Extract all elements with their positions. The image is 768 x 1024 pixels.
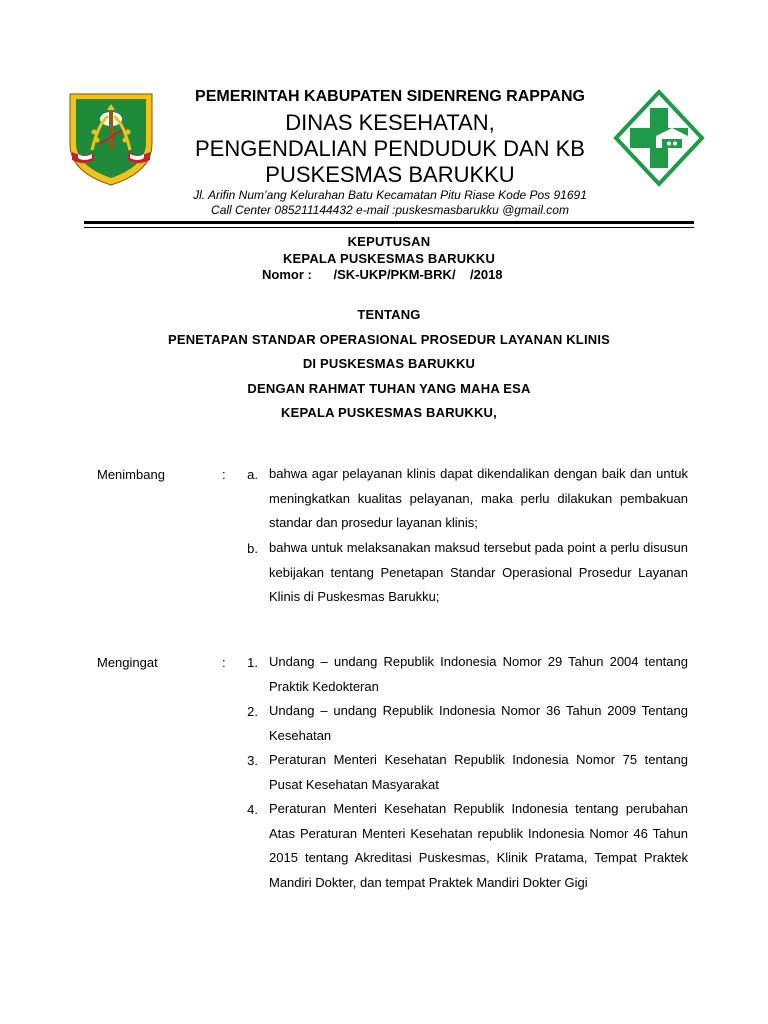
government-heading: PEMERINTAH KABUPATEN SIDENRENG RAPPANG (195, 88, 585, 105)
letterhead-divider-thick (84, 221, 694, 224)
mengingat-marker: 4. (247, 802, 258, 817)
issuer-line: KEPALA PUSKESMAS BARUKKU, (281, 405, 497, 420)
menimbang-colon: : (222, 467, 226, 482)
agency-name-line1: DINAS KESEHATAN, (285, 110, 495, 135)
decree-issuer: KEPALA PUSKESMAS BARUKKU (282, 251, 496, 266)
mengingat-label: Mengingat (97, 655, 158, 670)
contact-line: Call Center 085211144432 e-mail :puskesmasbarukku @gmail.com (211, 203, 569, 217)
menimbang-marker: b. (247, 541, 258, 556)
mengingat-item: Peraturan Menteri Kesehatan Republik Indonesia Nomor 75 tentang Pusat Kesehatan Masyarakat (269, 752, 688, 792)
decree-number: Nomor : /SK-UKP/PKM-BRK/ /2018 (262, 267, 503, 282)
decree-subject-location: DI PUSKESMAS BARUKKU (302, 356, 476, 371)
address-line: Jl. Arifin Num’ang Kelurahan Batu Kecamatan Pitu Riase Kode Pos 91691 (193, 188, 587, 202)
letterhead-divider-thin (84, 227, 694, 228)
mengingat-marker: 3. (247, 753, 258, 768)
decree-subject: PENETAPAN STANDAR OPERASIONAL PROSEDUR LAYANAN KLINIS (167, 332, 611, 347)
puskesmas-cross-logo-icon (612, 88, 706, 188)
about-heading: TENTANG (357, 307, 421, 322)
regency-coat-of-arms-icon (64, 86, 158, 188)
mengingat-marker: 1. (247, 655, 258, 670)
puskesmas-name: PUSKESMAS BARUKKU (265, 162, 515, 187)
mengingat-colon: : (222, 655, 226, 670)
decree-title: KEPUTUSAN (347, 234, 431, 249)
mengingat-item: Undang – undang Republik Indonesia Nomor 29 Tahun 2004 tentang Praktik Kedokteran (269, 654, 688, 694)
agency-name-line2: PENGENDALIAN PENDUDUK DAN KB (195, 136, 585, 161)
menimbang-label: Menimbang (97, 467, 165, 482)
mengingat-marker: 2. (247, 704, 258, 719)
menimbang-marker: a. (247, 467, 258, 482)
mengingat-item: Peraturan Menteri Kesehatan Republik Indonesia tentang perubahan Atas Peraturan Menteri Kesehatan republik Indonesia Nomor 46 Tahun 2015 tentang Akreditasi Puskesmas, Klinik Pratama, Tempat Praktek Mandiri Dokter, dan tempat Praktek Mandiri Dokter Gigi (269, 801, 688, 890)
mengingat-item: Undang – undang Republik Indonesia Nomor 36 Tahun 2009 Tentang Kesehatan (269, 703, 688, 743)
menimbang-item: bahwa untuk melaksanakan maksud tersebut pada point a perlu disusun kebijakan tentang Penetapan Standar Operasional Prosedur Layanan Klinis di Puskesmas Barukku; (269, 540, 688, 604)
preamble-line: DENGAN RAHMAT TUHAN YANG MAHA ESA (247, 381, 531, 396)
menimbang-item: bahwa agar pelayanan klinis dapat dikendalikan dengan baik dan untuk meningkatkan kualitas pelayanan, maka perlu dilakukan pembakuan standar dan prosedur layanan klinis; (269, 466, 688, 530)
